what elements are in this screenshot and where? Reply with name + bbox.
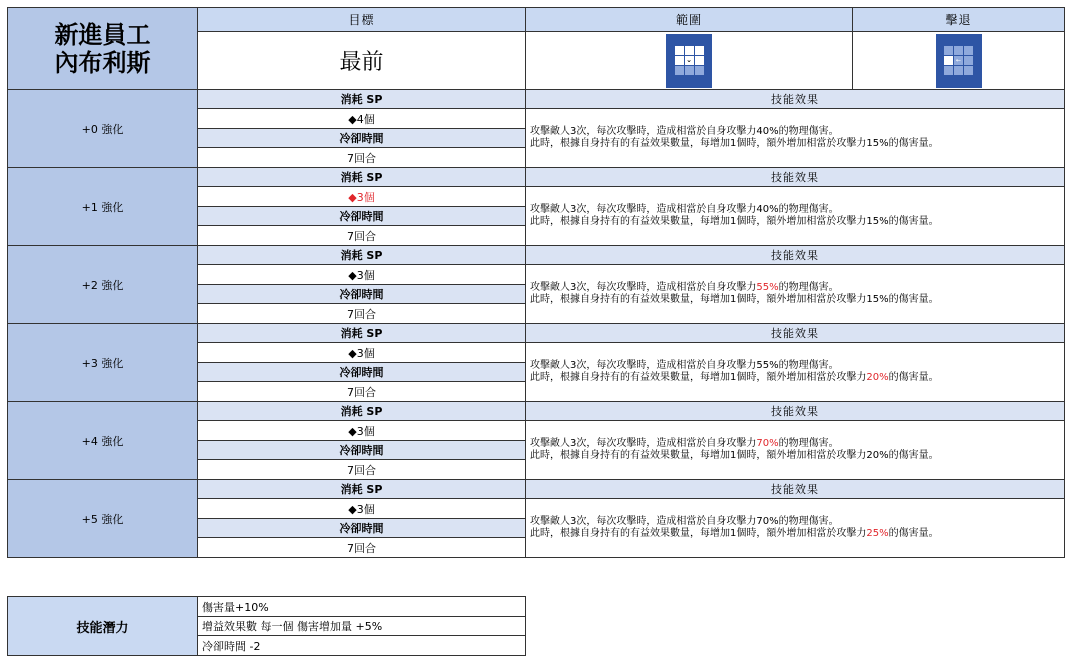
level-label: +2 強化 — [81, 278, 124, 292]
effect-line1-value: 40% — [756, 203, 779, 215]
sp-cost-value: ◆3個 — [348, 346, 375, 360]
skill-effect-text — [526, 499, 1065, 558]
cooldown-value: 7回合 — [347, 385, 376, 399]
cooldown-value: 7回合 — [347, 151, 376, 165]
knockback-grid-icon: ← — [936, 34, 982, 88]
sp-cost-value: ◆4個 — [348, 112, 375, 126]
sp-cost-value-cell — [198, 265, 526, 285]
effect-line2-suffix: 的傷害量。 — [888, 372, 939, 383]
cooldown-value-cell — [198, 148, 526, 168]
effect-line2-suffix: 的傷害量。 — [888, 138, 939, 149]
effect-line1-text: 攻擊敵人3次，每次攻擊時，造成相當於自身攻擊力 — [530, 203, 757, 215]
potential-item-text: 傷害量+10% — [202, 600, 269, 614]
effect-line1-text: 攻擊敵人3次，每次攻擊時，造成相當於自身攻擊力 — [530, 437, 757, 449]
potential-title: 技能潛力 — [76, 620, 129, 636]
effect-line1-suffix: 的物理傷害。 — [778, 281, 839, 293]
level-label: +5 強化 — [81, 512, 124, 526]
cooldown-value: 7回合 — [347, 307, 376, 321]
effect-line1-value: 55% — [756, 359, 779, 371]
sp-cost-label: 消耗 SP — [340, 483, 383, 496]
cooldown-value-cell — [198, 304, 526, 324]
effect-line1-suffix: 的物理傷害。 — [778, 515, 839, 527]
level-label-cell — [8, 324, 198, 402]
cooldown-value: 7回合 — [347, 229, 376, 243]
cooldown-value-cell — [198, 226, 526, 246]
level-label: +3 強化 — [81, 356, 124, 370]
sp-cost-value-cell — [198, 109, 526, 129]
skill-effect-label: 技能效果 — [771, 93, 819, 106]
effect-line2-text: 此時，根據自身持有的有益效果數量，每增加1個時，額外增加相當於攻擊力 — [530, 138, 867, 149]
cooldown-header — [198, 285, 526, 304]
cooldown-value-cell — [198, 382, 526, 402]
effect-line2-text: 此時，根據自身持有的有益效果數量，每增加1個時，額外增加相當於攻擊力 — [530, 372, 867, 383]
skill-effect-text — [526, 109, 1065, 168]
effect-line2-value: 20% — [866, 450, 889, 461]
effect-line1-value: 40% — [756, 125, 779, 137]
skill-effect-header — [526, 90, 1065, 109]
target-header — [198, 8, 526, 32]
skill-effect-header — [526, 480, 1065, 499]
effect-line1-suffix: 的物理傷害。 — [778, 359, 839, 371]
cooldown-label: 冷卻時間 — [339, 522, 384, 535]
effect-line2-suffix: 的傷害量。 — [888, 216, 939, 227]
character-name-line2: 內布利斯 — [54, 48, 151, 77]
sp-cost-header — [198, 168, 526, 187]
skill-effect-label: 技能效果 — [771, 249, 819, 262]
sp-cost-label: 消耗 SP — [340, 327, 383, 340]
cooldown-header — [198, 363, 526, 382]
sp-cost-value-cell — [198, 499, 526, 519]
sp-cost-value: ◆3個 — [348, 190, 375, 204]
effect-line2-value: 15% — [866, 294, 889, 305]
level-label-cell — [8, 90, 198, 168]
effect-line2-text: 此時，根據自身持有的有益效果數量，每增加1個時，額外增加相當於攻擊力 — [530, 450, 867, 461]
cooldown-value-cell — [198, 538, 526, 558]
sp-cost-header — [198, 480, 526, 499]
effect-line1-text: 攻擊敵人3次，每次攻擊時，造成相當於自身攻擊力 — [530, 359, 757, 371]
effect-line2-suffix: 的傷害量。 — [888, 528, 939, 539]
effect-line1-suffix: 的物理傷害。 — [778, 125, 839, 137]
cooldown-label: 冷卻時間 — [339, 132, 384, 145]
target-value: 最前 — [339, 50, 384, 75]
cooldown-header — [198, 441, 526, 460]
effect-line2-value: 15% — [866, 216, 889, 227]
skill-effect-label: 技能效果 — [771, 483, 819, 496]
effect-line1-highlight: 55% — [756, 281, 779, 293]
sp-cost-value: ◆3個 — [348, 502, 375, 516]
level-label: +4 強化 — [81, 434, 124, 448]
effect-line2-highlight: 25% — [866, 528, 889, 539]
effect-line2-value: 15% — [866, 138, 889, 149]
character-name-line1: 新進員工 — [54, 20, 151, 49]
sp-cost-value-cell — [198, 187, 526, 207]
potential-item-text: 增益效果數 每一個 傷害增加量 +5% — [202, 620, 383, 633]
sp-cost-header — [198, 324, 526, 343]
skill-effect-header — [526, 168, 1065, 187]
potential-title-cell — [8, 597, 198, 656]
potential-item-text: 冷卻時間 -2 — [202, 639, 261, 653]
potential-item — [198, 617, 526, 636]
character-name-cell — [8, 8, 198, 90]
sp-cost-header — [198, 246, 526, 265]
cooldown-label: 冷卻時間 — [339, 444, 384, 457]
level-label: +1 強化 — [81, 200, 124, 214]
sp-cost-label: 消耗 SP — [340, 171, 383, 184]
sp-cost-value-cell — [198, 343, 526, 363]
range-header-label: 範圍 — [675, 13, 702, 27]
effect-line1-text: 攻擊敵人3次，每次攻擊時，造成相當於自身攻擊力 — [530, 281, 757, 293]
target-header-label: 目標 — [348, 13, 375, 27]
effect-line2-suffix: 的傷害量。 — [888, 294, 939, 305]
sp-cost-value-cell — [198, 421, 526, 441]
target-value-cell — [198, 32, 526, 90]
effect-line2-text: 此時，根據自身持有的有益效果數量，每增加1個時，額外增加相當於攻擊力 — [530, 528, 867, 539]
sp-cost-header — [198, 90, 526, 109]
cooldown-header — [198, 129, 526, 148]
skill-effect-label: 技能效果 — [771, 171, 819, 184]
level-label-cell — [8, 168, 198, 246]
sp-cost-label: 消耗 SP — [340, 249, 383, 262]
skill-effect-text — [526, 187, 1065, 246]
effect-line1-highlight: 70% — [756, 437, 779, 449]
effect-line1-suffix: 的物理傷害。 — [778, 203, 839, 215]
skill-effect-header — [526, 246, 1065, 265]
skill-effect-label: 技能效果 — [771, 327, 819, 340]
cooldown-header — [198, 519, 526, 538]
knockback-header-label: 擊退 — [945, 13, 972, 27]
cooldown-value: 7回合 — [347, 463, 376, 477]
range-grid-icon: ⌄ — [666, 34, 712, 88]
sp-cost-value: ◆3個 — [348, 424, 375, 438]
level-label-cell — [8, 402, 198, 480]
effect-line2-text: 此時，根據自身持有的有益效果數量，每增加1個時，額外增加相當於攻擊力 — [530, 294, 867, 305]
skill-effect-header — [526, 324, 1065, 343]
effect-line1-text: 攻擊敵人3次，每次攻擊時，造成相當於自身攻擊力 — [530, 125, 757, 137]
cooldown-label: 冷卻時間 — [339, 210, 384, 223]
skill-effect-text — [526, 265, 1065, 324]
effect-line2-highlight: 20% — [866, 372, 889, 383]
cooldown-label: 冷卻時間 — [339, 288, 384, 301]
knockback-icon-cell — [853, 32, 1065, 90]
range-icon-cell — [526, 32, 853, 90]
skill-effect-header — [526, 402, 1065, 421]
cooldown-value-cell — [198, 460, 526, 480]
level-label-cell — [8, 246, 198, 324]
potential-item — [198, 597, 526, 617]
potential-item — [198, 636, 526, 656]
skill-effect-text — [526, 343, 1065, 402]
effect-line1-suffix: 的物理傷害。 — [778, 437, 839, 449]
sp-cost-label: 消耗 SP — [340, 405, 383, 418]
skill-effect-text — [526, 421, 1065, 480]
effect-line1-text: 攻擊敵人3次，每次攻擊時，造成相當於自身攻擊力 — [530, 515, 757, 527]
effect-line2-text: 此時，根據自身持有的有益效果數量，每增加1個時，額外增加相當於攻擊力 — [530, 216, 867, 227]
sp-cost-label: 消耗 SP — [340, 93, 383, 106]
cooldown-value: 7回合 — [347, 541, 376, 555]
level-label-cell — [8, 480, 198, 558]
skill-effect-label: 技能效果 — [771, 405, 819, 418]
effect-line1-value: 70% — [756, 515, 779, 527]
sp-cost-value: ◆3個 — [348, 268, 375, 282]
knockback-header — [853, 8, 1065, 32]
effect-line2-suffix: 的傷害量。 — [888, 450, 939, 461]
sp-cost-header — [198, 402, 526, 421]
range-header — [526, 8, 853, 32]
cooldown-header — [198, 207, 526, 226]
level-label: +0 強化 — [81, 122, 124, 136]
cooldown-label: 冷卻時間 — [339, 366, 384, 379]
